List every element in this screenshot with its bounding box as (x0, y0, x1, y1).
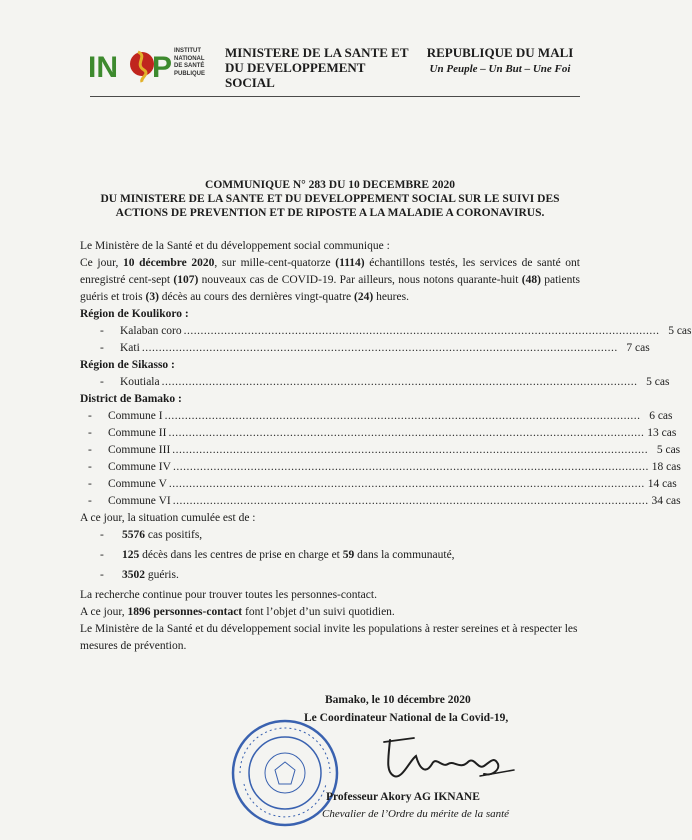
region-heading: Région de Koulikoro : (80, 308, 189, 320)
case-row: - Commune V ............................................................................................................................................. 14 cas (88, 478, 677, 490)
signature-coordinator: Le Coordinateur National de la Covid-19, (304, 712, 509, 724)
svg-text:IN: IN (88, 51, 118, 84)
header-divider (90, 96, 580, 97)
case-row: - Koutiala ............................................................................................................................................. 5 cas (100, 376, 670, 388)
communique-title: COMMUNIQUE N° 283 DU 10 DECEMBRE 2020 DU MINISTERE DE LA SANTE ET DU DEVELOPPEMENT SOCIAL SUR LE SUIVI DES ACTIONS DE PREVENTION ET DE RIPOSTE A LA MALADIE A CORONAVIRUS. (100, 179, 560, 219)
republic-header (420, 45, 580, 77)
insp-logo-caption: INSTITUT NATIONAL DE SANTÉ PUBLIQUE (174, 48, 206, 77)
signature-place-date: Bamako, le 10 décembre 2020 (325, 694, 471, 706)
contacts-followed-line: A ce jour, 1896 personnes-contact font l’objet d’un suivi quotidien. (80, 606, 395, 618)
daily-summary-paragraph: Ce jour, 10 décembre 2020, sur mille-cent-quatorze (1114) échantillons testés, les services de santé ont enregistré cent-sept (107) nouveaux cas de COVID-19. Par ailleurs, nous notons quarante-huit (48) patients guéris et trois (3) décès au cours des dernières vingt-quatre (24) heures. (80, 257, 580, 303)
region-heading: Région de Sikasso : (80, 359, 175, 371)
case-row: - Commune VI ............................................................................................................................................. 34 cas (88, 495, 681, 507)
signatory-name: Professeur Akory AG IKNANE (326, 791, 480, 803)
cumulative-deaths: - 125 décès dans les centres de prise en charge et 59 dans la communauté, (100, 549, 455, 561)
national-motto: Un Peuple – Un But – Une Foi (429, 63, 571, 75)
case-row: - Kalaban coro ............................................................................................................................................. 5 cas (100, 325, 692, 337)
case-row: - Commune III ............................................................................................................................................. 5 cas (88, 444, 681, 456)
region-heading: District de Bamako : (80, 393, 182, 405)
cumulative-recovered: - 3502 guéris. (100, 569, 179, 581)
cumulative-positives: - 5576 cas positifs, (100, 529, 203, 541)
svg-text:P: P (152, 51, 173, 84)
insp-logo (88, 44, 214, 84)
signatory-distinction: Chevalier de l’Ordre du mérite de la santé (322, 808, 510, 820)
handwritten-signature (380, 730, 520, 785)
case-row: - Commune I ............................................................................................................................................. 6 cas (88, 410, 673, 422)
intro-line: Le Ministère de la Santé et du développement social communique : (80, 240, 390, 252)
communique-body (80, 238, 692, 655)
case-row: - Commune IV ............................................................................................................................................. 18 cas (88, 461, 681, 473)
closing-appeal: Le Ministère de la Santé et du développement social invite les populations à rester sereines et à respecter les mesures de prévention. (80, 623, 578, 652)
case-row: - Commune II ............................................................................................................................................. 13 cas (88, 427, 677, 439)
republic-name: REPUBLIQUE DU MALI (426, 45, 574, 60)
case-row: - Kati ............................................................................................................................................. 7 cas (100, 342, 650, 354)
insp-logo-mark (88, 44, 178, 84)
contact-tracing-line: La recherche continue pour trouver toutes les personnes-contact. (80, 589, 377, 601)
ministry-name: MINISTERE DE LA SANTE ET DU DEVELOPPEMENT SOCIAL (225, 45, 409, 90)
cumulative-intro: A ce jour, la situation cumulée est de : (80, 512, 256, 524)
